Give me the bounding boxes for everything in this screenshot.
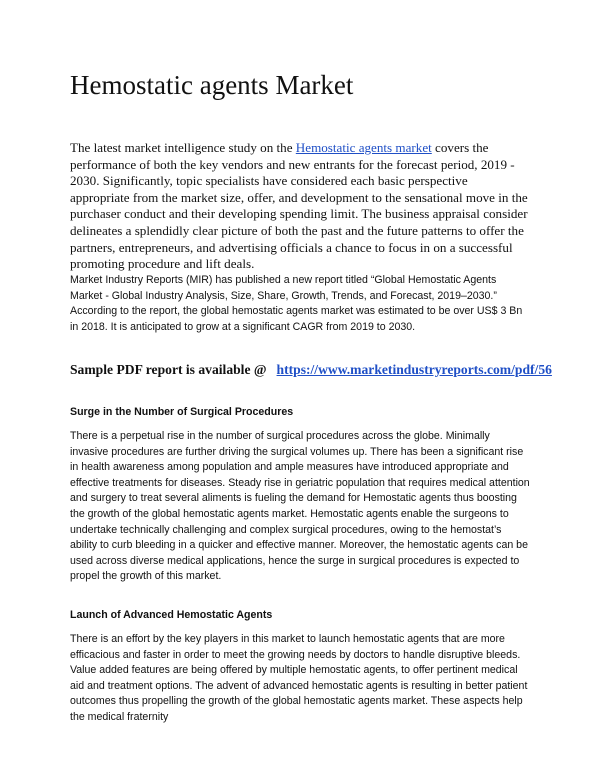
mir-paragraph: Market Industry Reports (MIR) has published a new report titled “Global Hemostatic Agents Market - Global Industry Analysis, Size, Share, Growth, Trends, and Forecast, 2019–2030.” According to the report, the global hemostatic agents market was estimated to be over US$ 3 Bn in 2018. It is anticipated to grow at a significant CAGR from 2019 to 2030.	[70, 274, 523, 333]
page-title: Hemostatic agents Market	[70, 70, 354, 100]
intro-paragraph	[70, 140, 530, 273]
intro-text-after: covers the performance of both the key vendors and new entrants for the forecast period, 2019 - 2030. Significantly, topic specialists have considered each basic perspective appropriate from the market size, offer, and development to the sensational move in the purchaser conduct and their developing spending limit. The business appraisal consider delineates a splendidly clear picture of both the past and the future patterns to offer the partners, entrepreneurs, and advertising officials a chance to focus in on a successful promoting procedure and lift deals.	[70, 140, 528, 272]
section-heading-surgical-procedures: Surge in the Number of Surgical Procedures	[70, 406, 294, 418]
sample-pdf-label: Sample PDF report is available @	[70, 362, 267, 377]
section-body-advanced-agents: There is an effort by the key players in this market to launch hemostatic agents that are more efficacious and faster in order to meet the growing needs by doctors to handle disruptive bleeds. Value added features are being offered by multiple hemostatic agents, to offer pertinent medical aid and treatment options. The advent of advanced hemostatic agents is resulting in better patient outcomes thus propelling the growth of the global hemostatic agents market. These aspects help the medical fraternity	[70, 633, 528, 723]
intro-text-before: The latest market intelligence study on the	[70, 140, 296, 155]
sample-pdf-link[interactable]: https://www.marketindustryreports.com/pdf/56	[276, 362, 552, 377]
section-body-surgical-procedures: There is a perpetual rise in the number of surgical procedures across the globe. Minimally invasive procedures are further driving the surgical volumes up. There has been a significant rise in health awareness among population and ample measures have introduced appropriate and effective treatments for diseases. Steady rise in geriatric population that requires medical attention and surgery to treat several aliments is fueling the demand for Hemostatic agents thus boosting the growth of the global hemostatic agents market. Hemostatic agents enable the surgeons to undertake technically challenging and complex surgical procedures, owing to the hemostat’s ability to curb bleeding in a quicker and effective manner. Moreover, the hemostatic agents can be used across diverse medical applications, hence the surge in surgical procedures is expected to propel the growth of this market.	[70, 430, 530, 583]
hemostatic-agents-market-link[interactable]: Hemostatic agents market	[295, 140, 432, 155]
section-heading-advanced-agents: Launch of Advanced Hemostatic Agents	[70, 609, 273, 621]
sample-pdf-line	[70, 362, 552, 378]
